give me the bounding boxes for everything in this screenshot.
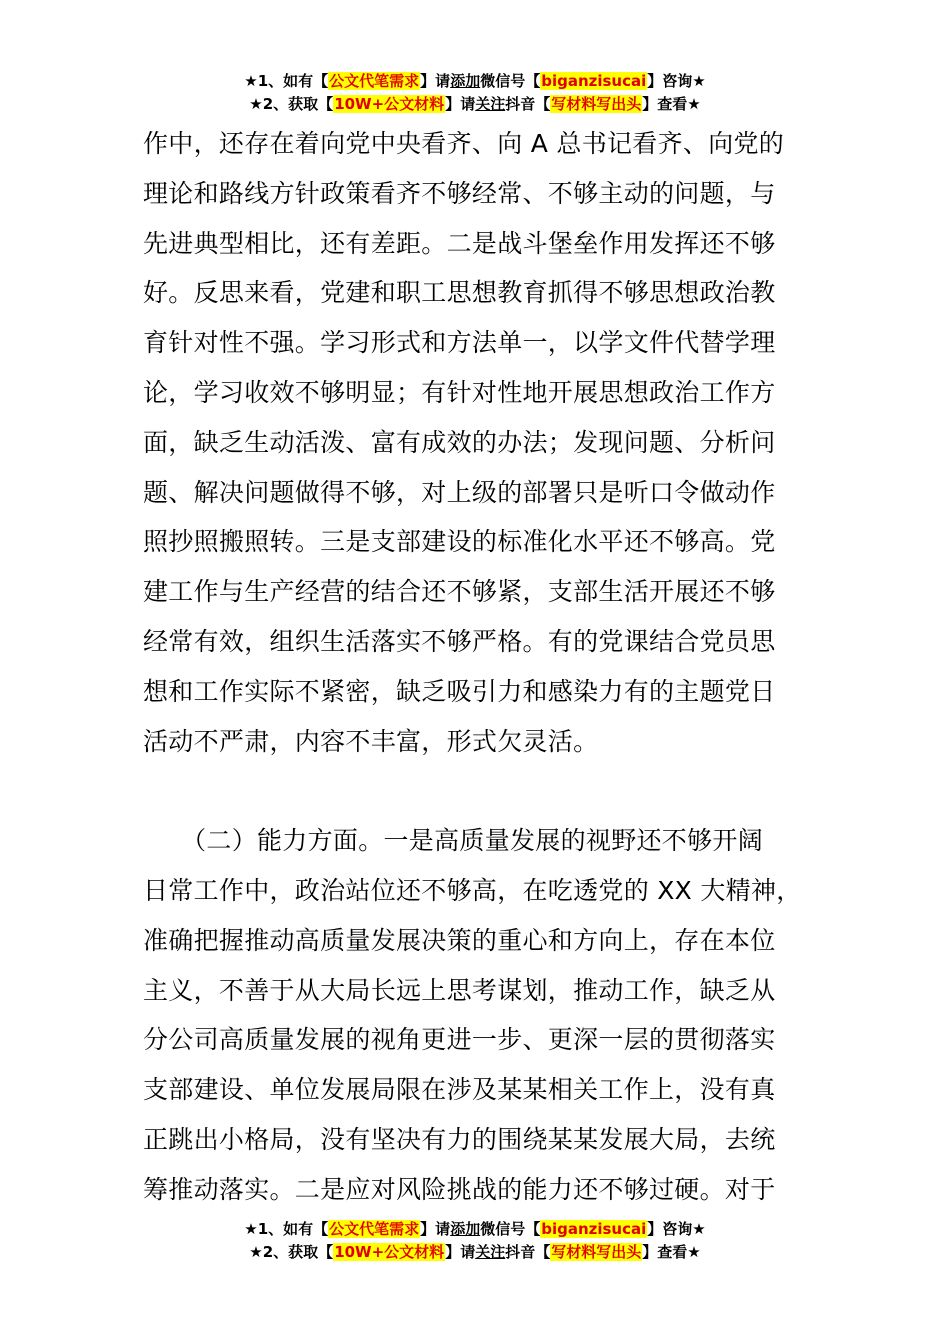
- banner-line-2: [0, 93, 950, 116]
- banner-line-1: [0, 70, 950, 93]
- banner-text: 】请: [420, 1220, 451, 1238]
- body-line: 想和工作实际不紧密，缺乏吸引力和感染力有的主题党日: [143, 676, 776, 706]
- body-line: 支部建设、单位发展局限在涉及某某相关工作上，没有真: [143, 1075, 776, 1105]
- banner-text: 】咨询★: [647, 1220, 706, 1238]
- underlined-text: 添加: [450, 72, 481, 90]
- douyin-id-highlight: 写材料写出头: [551, 1243, 642, 1261]
- body-line: 主义，不善于从大局长远上思考谋划，推动工作，缺乏从: [143, 975, 776, 1005]
- highlight-text: 公文代笔需求: [329, 1220, 420, 1238]
- body-line: 活动不严肃，内容不丰富，形式欠灵活。: [143, 726, 599, 756]
- banner-text: ★2、获取【: [249, 1243, 334, 1261]
- banner-text: 】查看★: [642, 95, 701, 113]
- banner-line-1: [0, 1218, 950, 1241]
- body-line: 作中，还存在着向党中央看齐、向 A 总书记看齐、向党的: [143, 129, 785, 158]
- document-body: [143, 119, 808, 1215]
- body-line: 先进典型相比，还有差距。二是战斗堡垒作用发挥还不够: [143, 228, 776, 258]
- body-line: 论，学习收效不够明显；有针对性地开展思想政治工作方: [143, 377, 776, 407]
- highlight-text: 10W+公文材料: [334, 95, 445, 113]
- highlight-text: 10W+公文材料: [334, 1243, 445, 1261]
- body-line: 面，缺乏生动活泼、富有成效的办法；发现问题、分析问: [143, 427, 776, 457]
- banner-text: 抖音【: [505, 1243, 551, 1261]
- underlined-text: 关注: [475, 1243, 506, 1261]
- banner-text: 】查看★: [642, 1243, 701, 1261]
- body-line: 正跳出小格局，没有坚决有力的围绕某某发展大局，去统: [143, 1124, 776, 1154]
- body-line: 理论和路线方针政策看齐不够经常、不够主动的问题，与: [143, 178, 776, 208]
- body-line: 日常工作中，政治站位还不够高，在吃透党的 XX 大精神，: [143, 875, 802, 905]
- banner-text: 微信号【: [480, 72, 541, 90]
- banner-text: ★2、获取【: [249, 95, 334, 113]
- body-line: 题、解决问题做得不够，对上级的部署只是听口令做动作: [143, 477, 776, 507]
- body-line: 经常有效，组织生活落实不够严格。有的党课结合党员思: [143, 626, 776, 656]
- banner-text: 】请: [445, 1243, 476, 1261]
- banner-text: 】请: [445, 95, 476, 113]
- wechat-id-highlight: biganzisucai: [541, 72, 647, 90]
- banner-text: 微信号【: [480, 1220, 541, 1238]
- banner-line-2: [0, 1241, 950, 1264]
- banner-text: 】请: [420, 72, 451, 90]
- body-line: 好。反思来看，党建和职工思想教育抓得不够思想政治教: [143, 278, 776, 308]
- banner-text: 抖音【: [505, 95, 551, 113]
- body-line: 建工作与生产经营的结合还不够紧，支部生活开展还不够: [143, 577, 776, 607]
- body-line: 分公司高质量发展的视角更进一步、更深一层的贯彻落实: [143, 1025, 776, 1055]
- paragraph-gap: [143, 766, 808, 816]
- footer-banner: [0, 1218, 950, 1264]
- body-line: （二）能力方面。一是高质量发展的视野还不够开阔: [143, 826, 764, 856]
- banner-text: ★1、如有【: [244, 1220, 329, 1238]
- douyin-id-highlight: 写材料写出头: [551, 95, 642, 113]
- underlined-text: 添加: [450, 1220, 481, 1238]
- header-banner: [0, 70, 950, 116]
- banner-text: 】咨询★: [647, 72, 706, 90]
- wechat-id-highlight: biganzisucai: [541, 1220, 647, 1238]
- body-line: 筹推动落实。二是应对风险挑战的能力还不够过硬。对于: [143, 1174, 776, 1204]
- body-line: 准确把握推动高质量发展决策的重心和方向上，存在本位: [143, 925, 776, 955]
- body-line: 育针对性不强。学习形式和方法单一，以学文件代替学理: [143, 328, 776, 358]
- body-line: 照抄照搬照转。三是支部建设的标准化水平还不够高。党: [143, 527, 776, 557]
- underlined-text: 关注: [475, 95, 506, 113]
- banner-text: ★1、如有【: [244, 72, 329, 90]
- highlight-text: 公文代笔需求: [329, 72, 420, 90]
